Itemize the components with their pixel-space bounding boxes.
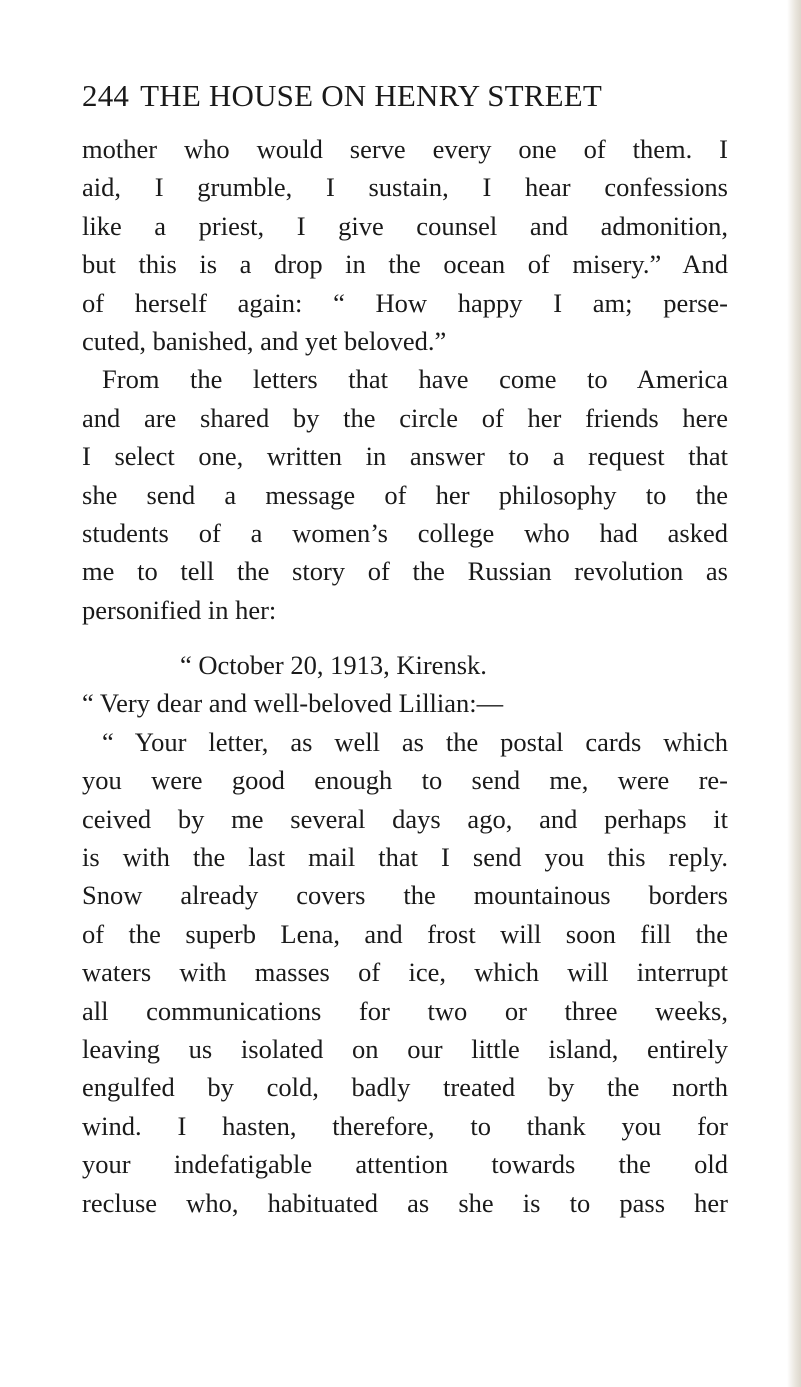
text-line: aid, I grumble, I sustain, I hear confessions	[82, 172, 728, 203]
text-line: your indefatigable attention towards the old	[82, 1149, 728, 1180]
running-header	[82, 78, 722, 126]
text-line: personified in her:	[82, 594, 277, 625]
text-line: ceived by me several days ago, and perhaps it	[82, 803, 728, 834]
text-line: but this is a drop in the ocean of misery.” And	[82, 249, 728, 280]
text-line: recluse who, habituated as she is to pass her	[82, 1187, 728, 1218]
text-line: all communications for two or three weeks,	[82, 995, 728, 1026]
paragraph-gap	[82, 629, 728, 646]
text-line: mother who would serve every one of them. I	[82, 134, 728, 164]
text-line: she send a message of her philosophy to the	[82, 479, 728, 510]
text-line: waters with masses of ice, which will interrupt	[82, 957, 728, 988]
text-line: leaving us isolated on our little island, entirely	[82, 1033, 728, 1064]
letter-salutation: “ Very dear and well-beloved Lillian:—	[82, 688, 504, 719]
text-line: cuted, banished, and yet beloved.”	[82, 325, 447, 356]
text-line: of herself again: “ How happy I am; perse-	[82, 287, 728, 318]
text-line: and are shared by the circle of her friends here	[82, 402, 728, 433]
text-line: is with the last mail that I send you this reply.	[82, 842, 728, 873]
text-line: like a priest, I give counsel and admonition,	[82, 210, 728, 241]
page-edge-shadow	[787, 0, 801, 1387]
text-line: Snow already covers the mountainous borders	[82, 880, 728, 911]
text-line: engulfed by cold, badly treated by the north	[82, 1072, 728, 1103]
page-number: 244	[82, 78, 130, 113]
paragraph-first-line: From the letters that have come to America	[102, 364, 728, 395]
paragraph-first-line: “ Your letter, as well as the postal cards which	[102, 726, 728, 757]
running-title: THE HOUSE ON HENRY STREET	[140, 78, 603, 113]
letter-dateline: “ October 20, 1913, Kirensk.	[180, 650, 487, 681]
text-line: me to tell the story of the Russian revolution as	[82, 556, 728, 587]
body-text	[82, 130, 728, 1222]
text-line: of the superb Lena, and frost will soon fill the	[82, 918, 728, 949]
text-line: wind. I hasten, therefore, to thank you for	[82, 1110, 728, 1141]
text-line: students of a women’s college who had asked	[82, 517, 728, 548]
text-line: I select one, written in answer to a request that	[82, 441, 728, 472]
text-line: you were good enough to send me, were re-	[82, 765, 728, 796]
